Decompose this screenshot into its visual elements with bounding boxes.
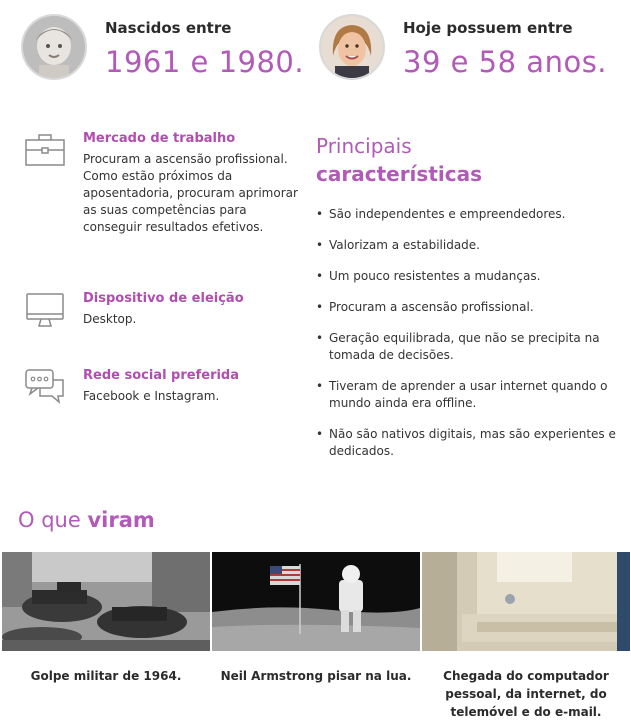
list-item: • Procuram a ascensão profissional. [316, 299, 621, 316]
baby-avatar [21, 14, 87, 80]
characteristics-title [316, 132, 482, 188]
caption-computer: Chegada do computador pessoal, da internet, do telemóvel e do e-mail. [443, 669, 609, 719]
feature-text: Procuram a ascensão profissional. Como estão próximos da aposentadoria, procuram aprimorar as suas competências para conseguir resultados efetivos. [83, 152, 298, 234]
coup-photo [2, 552, 210, 651]
list-item: • São independentes e empreendedores. [316, 206, 621, 223]
born-value: 1961 e 1980. [105, 45, 305, 79]
feature-title: Rede social preferida [83, 368, 240, 383]
saw-section-title [18, 508, 155, 532]
characteristics-title-line2: características [316, 162, 482, 186]
feature-title: Mercado de trabalho [83, 131, 236, 146]
feature-title: Dispositivo de eleição [83, 291, 244, 306]
born-label: Nascidos entre [105, 19, 232, 37]
list-item: • Tiveram de aprender a usar internet quando o mundo ainda era offline. [316, 378, 621, 412]
feature-text: Facebook e Instagram. [83, 389, 220, 403]
characteristics-title-line1: Principais [316, 134, 412, 158]
woman-avatar [319, 14, 385, 80]
age-label: Hoje possuem entre [403, 19, 573, 37]
monitor-icon [23, 291, 67, 331]
list-item: • Um pouco resistentes a mudanças. [316, 268, 621, 285]
list-item: • Geração equilibrada, que não se precipita na tomada de decisões. [316, 330, 621, 364]
saw-title-part1: O que [18, 508, 88, 532]
chat-icon [23, 368, 67, 408]
moon-landing-photo [212, 552, 420, 651]
list-item: • Não são nativos digitais, mas são experientes e dedicados. [316, 426, 621, 460]
computer-photo [422, 552, 630, 651]
characteristics-list [316, 206, 621, 474]
list-item: • Valorizam a estabilidade. [316, 237, 621, 254]
caption-moon: Neil Armstrong pisar na lua. [220, 669, 412, 683]
age-value: 39 e 58 anos. [403, 45, 608, 79]
briefcase-icon [23, 131, 67, 171]
caption-coup: Golpe militar de 1964. [30, 669, 182, 683]
feature-text: Desktop. [83, 312, 137, 326]
saw-title-part2: viram [87, 508, 155, 532]
